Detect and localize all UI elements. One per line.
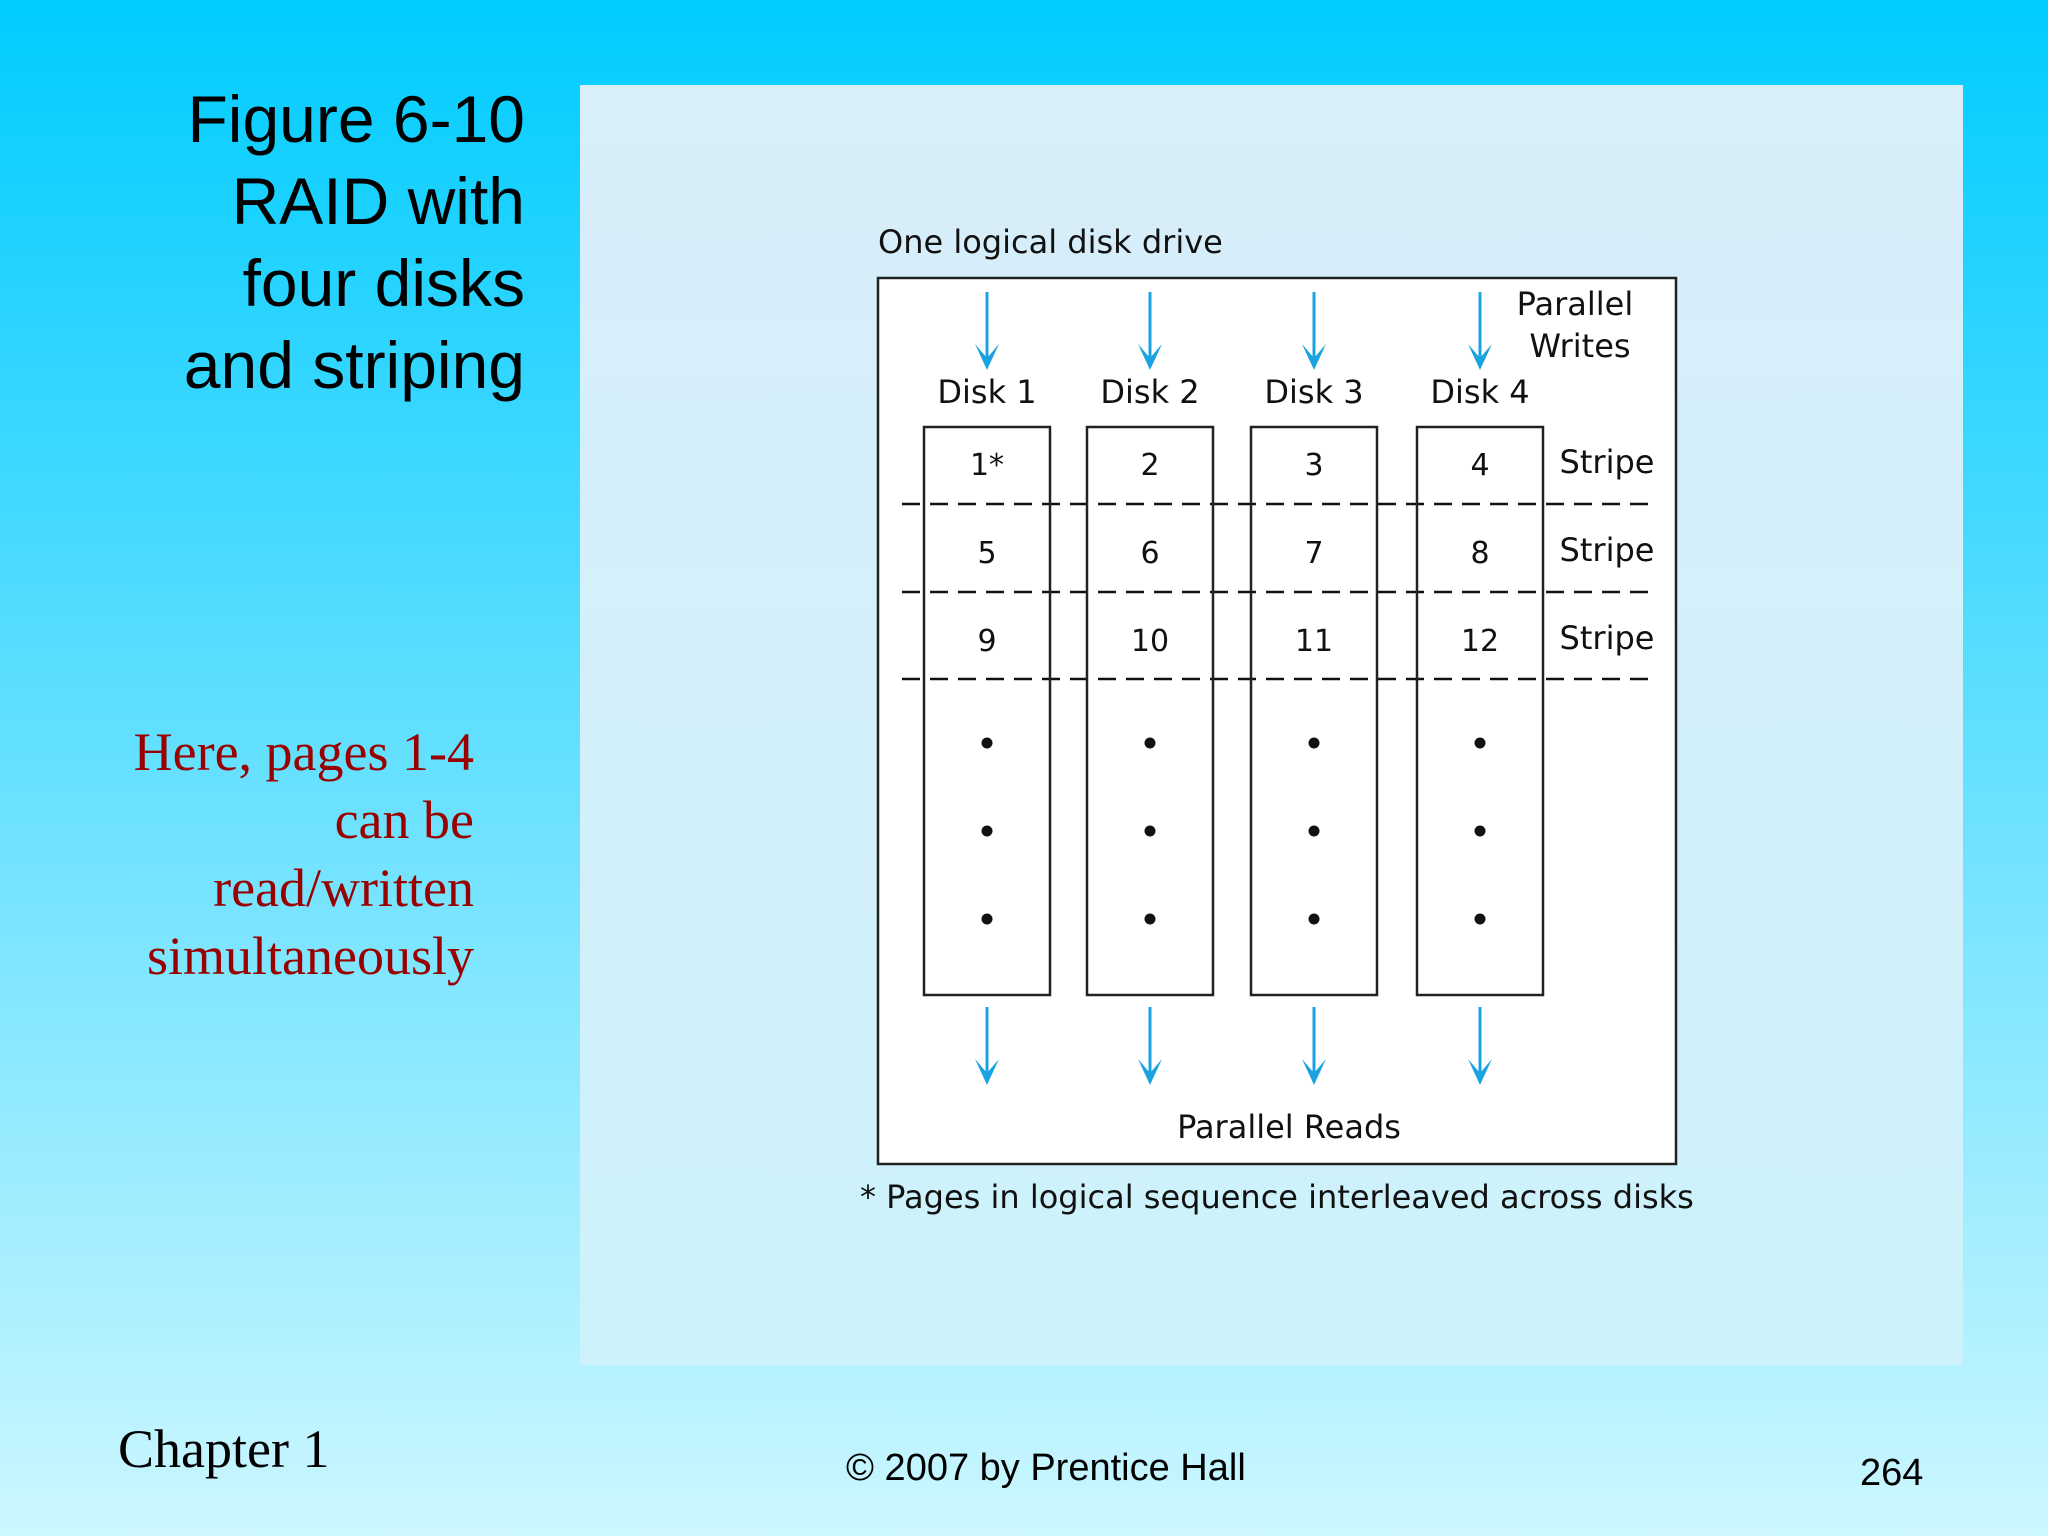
ellipsis-dot <box>982 826 993 837</box>
ellipsis-dot <box>982 738 993 749</box>
note-line: Here, pages 1-4 <box>133 722 474 782</box>
writes-label-line: Writes <box>1529 327 1631 365</box>
note-line: simultaneously <box>147 926 474 986</box>
writes-label-line: Parallel <box>1516 285 1634 323</box>
ellipsis-dot <box>1145 826 1156 837</box>
raid-diagram <box>580 85 1963 1365</box>
note-line: can be <box>334 790 474 850</box>
ellipsis-dot <box>1309 914 1320 925</box>
stripe-label: Stripe <box>1559 619 1655 657</box>
interleave-footnote: * Pages in logical sequence interleaved across disks <box>860 1178 1694 1216</box>
page-number: 11 <box>1294 624 1334 659</box>
page-number: 12 <box>1460 624 1500 659</box>
slide-title <box>120 78 525 406</box>
footer-page-number: 264 <box>1860 1452 1924 1494</box>
explanatory-note <box>60 718 474 990</box>
footer-copyright: © 2007 by Prentice Hall <box>846 1447 1246 1489</box>
page-number: 7 <box>1304 536 1324 571</box>
ellipsis-dot <box>1145 738 1156 749</box>
page-number: 8 <box>1470 536 1490 571</box>
disk-label: Disk 4 <box>1430 373 1530 411</box>
footer-chapter: Chapter 1 <box>118 1419 330 1479</box>
disk-label: Disk 3 <box>1264 373 1364 411</box>
ellipsis-dot <box>1475 738 1486 749</box>
ellipsis-dot <box>1309 738 1320 749</box>
page-number: 2 <box>1140 448 1160 483</box>
page-number: 6 <box>1140 536 1160 571</box>
diagram-top-caption: One logical disk drive <box>878 223 1223 261</box>
title-line: and striping <box>183 328 525 402</box>
disk-label: Disk 2 <box>1100 373 1200 411</box>
stripe-label: Stripe <box>1559 531 1655 569</box>
ellipsis-dot <box>1475 914 1486 925</box>
stripe-label: Stripe <box>1559 443 1655 481</box>
page-number: 1* <box>969 448 1005 483</box>
title-line: Figure 6-10 <box>187 82 525 156</box>
note-line: read/written <box>213 858 474 918</box>
ellipsis-dot <box>982 914 993 925</box>
disk-label: Disk 1 <box>937 373 1037 411</box>
ellipsis-dot <box>1145 914 1156 925</box>
parallel-reads-label: Parallel Reads <box>1177 1108 1401 1146</box>
title-line: four disks <box>242 246 525 320</box>
ellipsis-dot <box>1475 826 1486 837</box>
page-number: 9 <box>977 624 997 659</box>
ellipsis-dot <box>1309 826 1320 837</box>
figure-panel <box>580 85 1963 1365</box>
page-number: 3 <box>1304 448 1324 483</box>
title-line: RAID with <box>231 164 525 238</box>
page-number: 4 <box>1470 448 1490 483</box>
page-number: 5 <box>977 536 997 571</box>
page-number: 10 <box>1130 624 1170 659</box>
